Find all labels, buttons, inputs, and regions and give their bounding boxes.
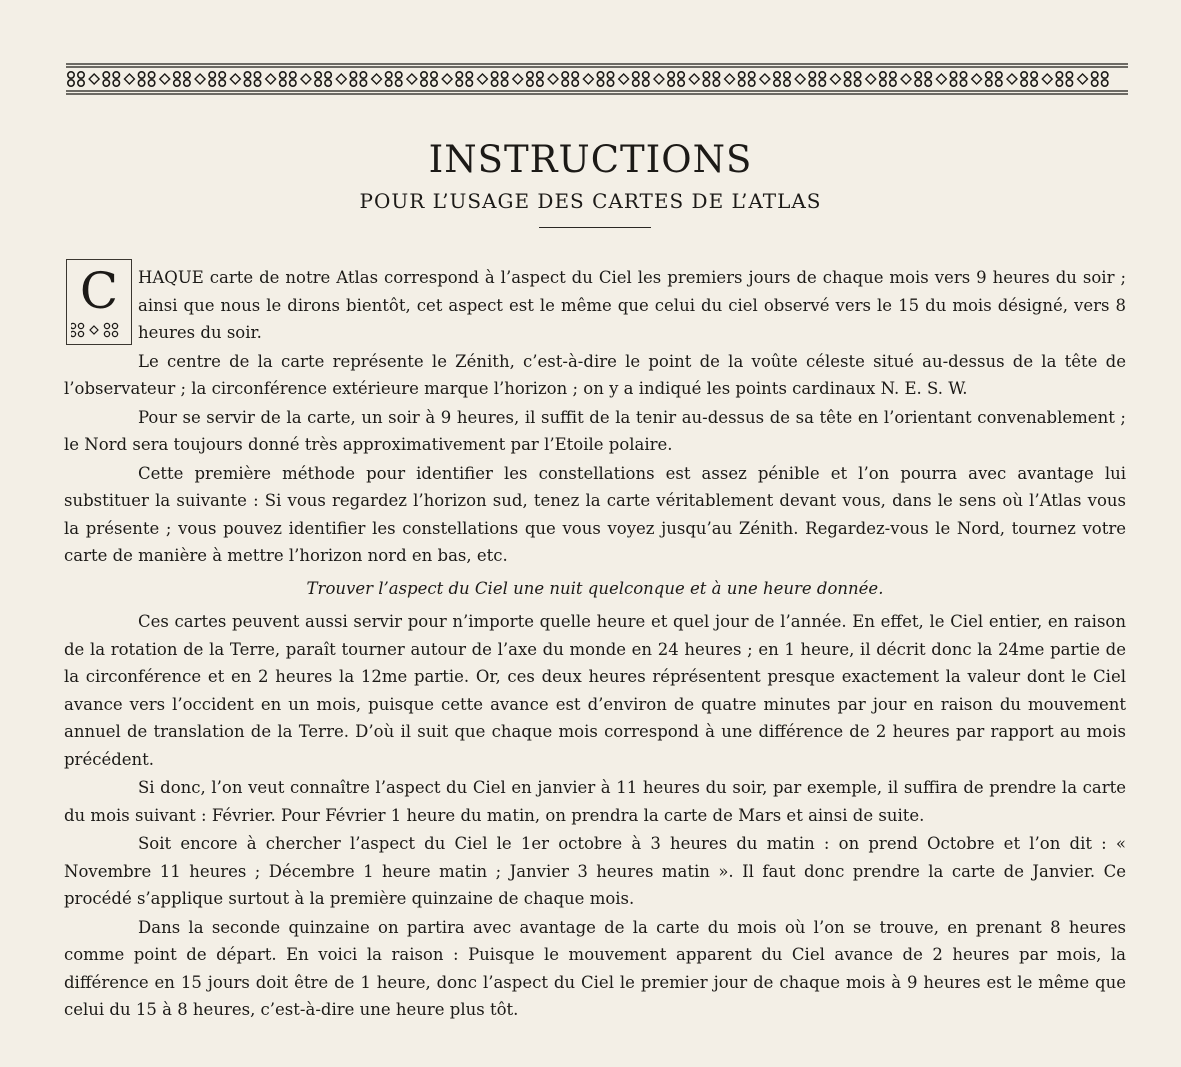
paragraph-intro: HAQUE carte de notre Atlas correspond à l’aspect du Ciel les premiers jours de chaque mois vers 9 heures du soir ; ainsi que nous le dirons bientôt, cet aspect est le même que celui du ciel observé vers le 15 du mois désigné, vers 8 heures du soir. xyxy=(138,268,1126,342)
body-text xyxy=(64,264,1126,1024)
drop-cap-letter: C xyxy=(79,262,119,320)
paragraph-rotation: Ces cartes peuvent aussi servir pour n’importe quelle heure et quel jour de l’année. En effet, le Ciel entier, en raison de la rotation de la Terre, paraît tourner autour de l’axe du monde en 24 heures ; en 1 heure, il décrit donc la 24me partie de la circonférence et en 2 heures la 12me partie. Or, ces deux heures réprésentent presque exactement la valeur dont le Ciel avance vers l’occident en un mois, puisque cette avance est d’environ de quatre minutes par jour en raison du mouvement annuel de translation de la Terre. D’où il suit que chaque mois correspond à une différence de 2 heures par rapport au mois précédent. xyxy=(64,612,1126,769)
paragraph-method: Cette première méthode pour identifier les constellations est assez pénible et l’on pourra avec avantage lui substituer la suivante : Si vous regardez l’horizon sud, tenez la carte véritablement devant vous, dans le sens où l’Atlas vous la présente ; vous pouvez identifier les constellations que vous voyez jusqu’au Zénith. Regardez-vous le Nord, tournez votre carte de manière à mettre l’horizon nord en bas, etc. xyxy=(64,463,1126,565)
paragraph-second-half: Dans la seconde quinzaine on partira avec avantage de la carte du mois où l’on se trouve, en prenant 8 heures comme point de départ. En voici la raison : Puisque le mouvement apparent du Ciel avance de 2 heures par mois, la différence en 15 jours doit être de 1 heure, donc l’aspect du Ciel le premier jour de chaque mois à 9 heures est le même que celui du 15 à 8 heures, c’est-à-dire une heure plus tôt. xyxy=(64,917,1126,1019)
page-subtitle: POUR L’USAGE DES CARTES DE L’ATLAS xyxy=(359,189,822,213)
frieze-ornament-graphic xyxy=(66,62,1128,96)
paragraph-zenith: Le centre de la carte représente le Zénith, c’est-à-dire le point de la voûte céleste situé au-dessus de la tête de l’observateur ; la circonférence extérieure marque l’horizon ; on y a indiqué les points cardinaux N. E. S. W. xyxy=(64,351,1126,398)
section-heading: Trouver l’aspect du Ciel une nuit quelconque et à une heure donnée. xyxy=(306,578,884,598)
paragraph-usage: Pour se servir de la carte, un soir à 9 heures, il suffit de la tenir au-dessus de sa tête en l’orientant convenablement ; le Nord sera toujours donné très approximativement par l’Etoile polaire. xyxy=(64,407,1126,454)
title-divider xyxy=(539,227,651,228)
paragraph-january: Si donc, l’on veut connaître l’aspect du Ciel en janvier à 11 heures du soir, par exemple, il suffira de prendre la carte du mois suivant : Février. Pour Février 1 heure du matin, on prendra la carte de Mars et ainsi de suite. xyxy=(64,778,1126,825)
page-title: INSTRUCTIONS xyxy=(428,138,753,181)
paragraph-october: Soit encore à chercher l’aspect du Ciel le 1er octobre à 3 heures du matin : on prend Octobre et l’on dit : « Novembre 11 heures ; Décembre 1 heure matin ; Janvier 3 heures matin ». Il faut donc prendre la carte de Janvier. Ce procédé s’applique surtout à la première quinzaine de chaque mois. xyxy=(64,834,1126,908)
ornamental-border xyxy=(66,62,1128,96)
